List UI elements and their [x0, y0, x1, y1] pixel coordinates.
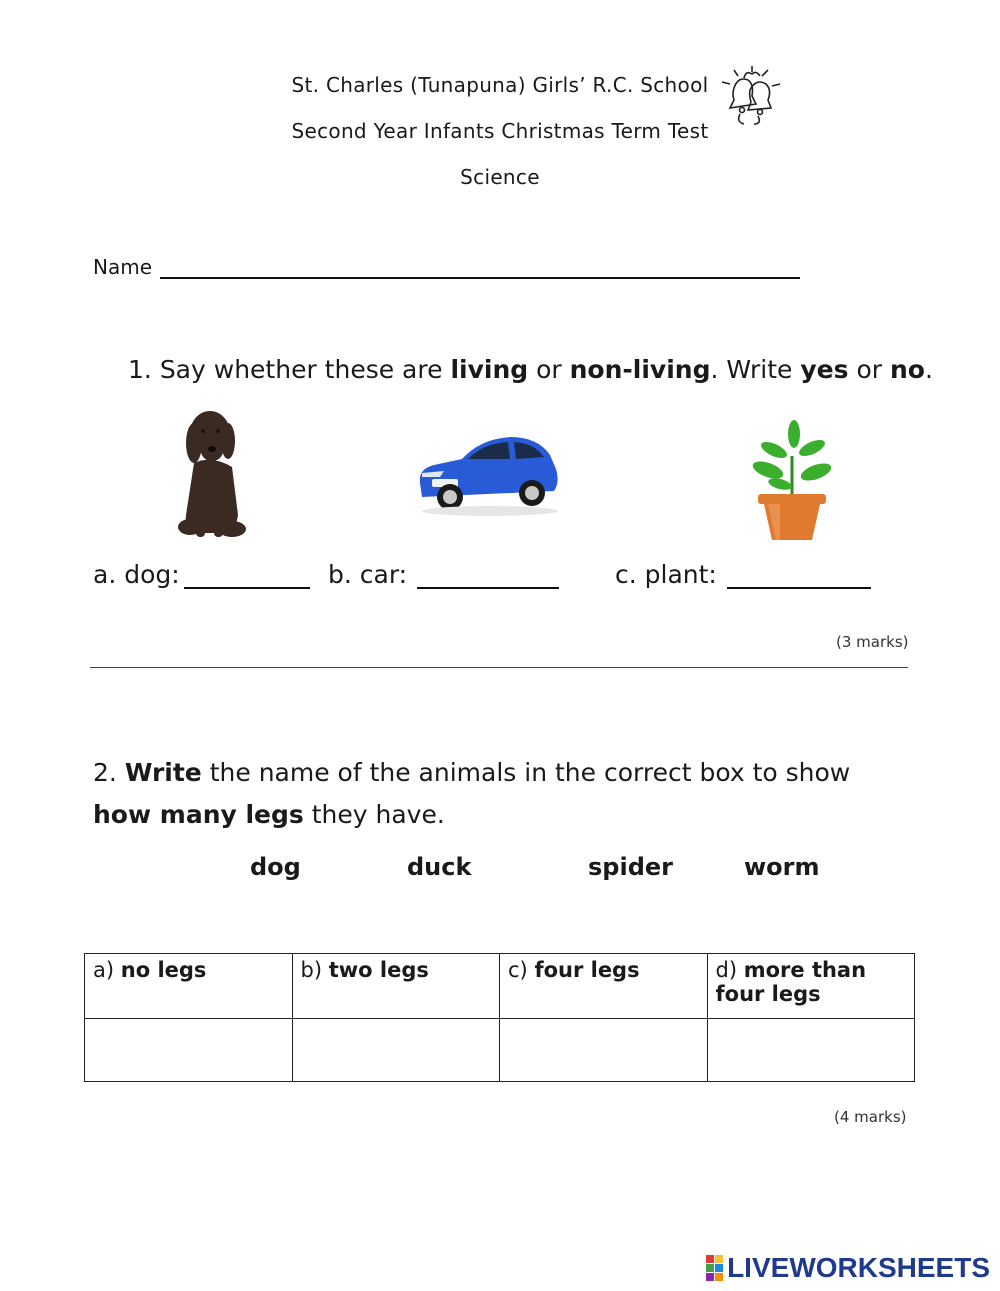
- liveworksheets-logo-icon: [706, 1255, 723, 1281]
- keyword-how-many-legs: how many legs: [93, 800, 304, 829]
- legs-header-label: four legs: [534, 958, 640, 982]
- legs-header-prefix: c): [508, 958, 528, 982]
- legs-header-four-legs: [500, 954, 708, 1019]
- legs-answer-input-no-legs[interactable]: [85, 1019, 292, 1081]
- answer-car-label: b. car:: [328, 560, 408, 589]
- word-bank-item[interactable]: spider: [588, 853, 673, 881]
- question-2-text: the name of the animals in the correct box to show: [209, 758, 851, 787]
- question-1-text: Say whether these are: [159, 355, 443, 384]
- legs-answer-cell[interactable]: [292, 1019, 500, 1082]
- question-2-marks: (4 marks): [834, 1108, 907, 1126]
- answer-dog: [93, 560, 310, 589]
- legs-table-answer-row: [85, 1019, 915, 1082]
- answer-plant-blank[interactable]: [727, 561, 871, 589]
- question-1-number: 1.: [128, 355, 152, 384]
- plant-image: [750, 418, 835, 542]
- answer-dog-label: a. dog:: [93, 560, 180, 589]
- keyword-non-living: non-living: [569, 355, 711, 384]
- subject-title: Science: [460, 165, 540, 189]
- legs-answer-input-more-legs[interactable]: [708, 1019, 915, 1081]
- answer-car-blank[interactable]: [417, 561, 559, 589]
- answer-plant: [615, 560, 871, 589]
- question-1-marks: (3 marks): [836, 633, 909, 651]
- legs-answer-cell[interactable]: [500, 1019, 708, 1082]
- christmas-bells-icon: [716, 66, 786, 126]
- answer-dog-input[interactable]: [184, 563, 314, 591]
- legs-header-no-legs: [85, 954, 293, 1019]
- legs-answer-input-four-legs[interactable]: [500, 1019, 707, 1081]
- legs-table: [84, 953, 915, 1082]
- name-input[interactable]: [160, 255, 804, 279]
- legs-header-label: more than four legs: [715, 958, 867, 1006]
- keyword-write: Write: [124, 758, 202, 787]
- keyword-no: no: [889, 355, 925, 384]
- answer-car: [328, 560, 559, 589]
- dog-image: [172, 405, 254, 540]
- question-2-prompt: [93, 752, 913, 836]
- word-bank-item[interactable]: worm: [744, 853, 820, 881]
- answer-plant-label: c. plant:: [615, 560, 717, 589]
- legs-header-label: no legs: [120, 958, 207, 982]
- test-title: Second Year Infants Christmas Term Test: [291, 119, 709, 143]
- liveworksheets-brand-text: LIVEWORKSHEETS: [727, 1252, 990, 1283]
- question-2-number: 2.: [93, 758, 117, 787]
- school-name: St. Charles (Tunapuna) Girls’ R.C. School: [291, 73, 709, 97]
- name-label: Name: [93, 255, 153, 279]
- answer-plant-input[interactable]: [727, 563, 875, 591]
- legs-header-more-than-four-legs: [707, 954, 915, 1019]
- answer-car-input[interactable]: [417, 563, 563, 591]
- car-image: [410, 425, 565, 520]
- question-1-or: or: [536, 355, 562, 384]
- liveworksheets-logo[interactable]: [706, 1252, 990, 1284]
- legs-header-prefix: a): [93, 958, 115, 982]
- legs-answer-cell[interactable]: [85, 1019, 293, 1082]
- question-1-prompt: [128, 355, 933, 384]
- question-1-period: .: [924, 355, 933, 384]
- keyword-living: living: [450, 355, 529, 384]
- keyword-yes: yes: [800, 355, 849, 384]
- word-bank-item[interactable]: duck: [407, 853, 472, 881]
- question-2-text-end: they have.: [311, 800, 445, 829]
- legs-header-prefix: d): [715, 958, 738, 982]
- word-bank-item[interactable]: dog: [250, 853, 301, 881]
- legs-table-header-row: [85, 954, 915, 1019]
- legs-header-two-legs: [292, 954, 500, 1019]
- name-field[interactable]: [160, 255, 800, 279]
- divider: [90, 667, 908, 668]
- legs-header-label: two legs: [328, 958, 429, 982]
- answer-dog-blank[interactable]: [184, 561, 310, 589]
- question-1-write: . Write: [710, 355, 793, 384]
- legs-header-prefix: b): [300, 958, 323, 982]
- legs-answer-cell[interactable]: [707, 1019, 915, 1082]
- question-1-or-2: or: [856, 355, 883, 384]
- name-row: [93, 255, 800, 279]
- legs-answer-input-two-legs[interactable]: [293, 1019, 500, 1081]
